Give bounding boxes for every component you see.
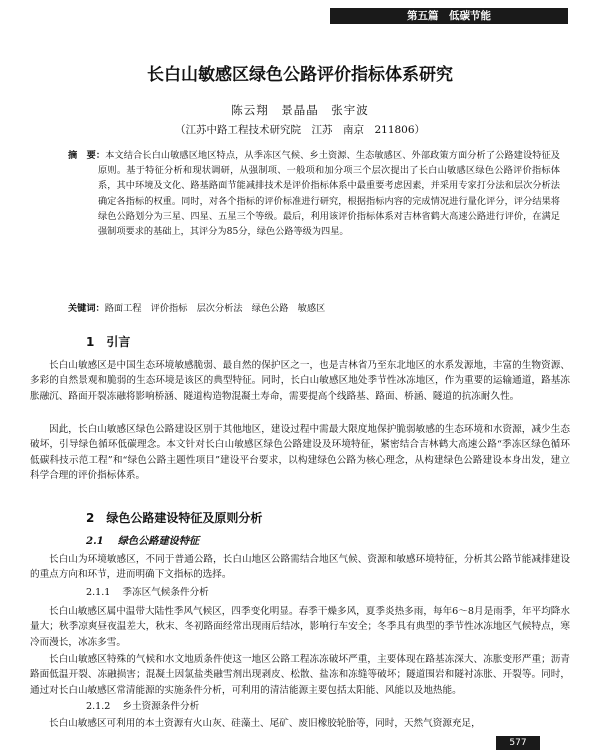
section-heading-1 [86, 334, 130, 350]
resource-paragraph-1: 长白山敏感区可利用的本土资源有火山灰、硅藻土、尾矿、废旧橡胶轮胎等，同时，天然气资源充足， [49, 718, 481, 729]
keywords-label: 关键词： [68, 303, 105, 314]
section-title: 绿色公路建设特征及原则分析 [106, 511, 263, 525]
intro-paragraph-1: 长白山敏感区是中国生态环境敏感脆弱、最自然的保护区之一，也是吉林省乃至东北地区的水系发源地，丰富的生物资源、多彩的自然景观和脆弱的生态环境是该区的典型特征。同时，长白山敏感区地处季节性冰冻地区，作为重要的运输通道，路基冻胀融沉、路面开裂冻融将影响桥涵、隧道构造物混凝土寿命，需要提高个线路基、路面、桥涵、隧道的抗冻耐久性。 [30, 360, 570, 402]
subsection-2-1-paragraph: 长白山为环境敏感区，不同于普通公路，长白山地区公路需结合地区气候、资源和敏感环境特征，分析其公路节能减排建设的重点方向和环节，进而明确下文指标的选择。 [30, 554, 570, 581]
section-heading-2 [86, 510, 262, 526]
subsection-heading-2-1 [86, 534, 199, 548]
intro-paragraph-2: 因此，长白山敏感区绿色公路建设区别于其他地区，建设过程中需最大限度地保护脆弱敏感的生态环境和水资源，减少生态破坏，引导绿色循环低碳理念。本文针对长白山敏感区绿色公路建设及环境特征，紧密结合吉林鹤大高速公路“季冻区绿色循环低碳科技示范工程”和“绿色公路主题性项目”建设平台要求，以构建绿色公路为核心理念，从构建绿色公路建设本身出发，建立科学合理的评价指标体系。 [30, 424, 570, 482]
keywords-text: 路面工程 评价指标 层次分析法 绿色公路 敏感区 [104, 303, 326, 314]
abstract-block [68, 148, 560, 239]
abstract-label: 摘 要： [68, 150, 106, 161]
subsection-number: 2.1 [86, 535, 104, 547]
running-header [330, 8, 568, 24]
page-number: 577 [496, 736, 540, 750]
subsubsection-heading-2-1-1 [86, 586, 209, 600]
running-header-text: 第五篇 低碳节能 [407, 10, 491, 22]
subsubsection-title: 季冻区气候条件分析 [122, 587, 209, 598]
section-title: 引言 [106, 335, 131, 349]
subsection-title: 绿色公路建设特征 [117, 535, 200, 547]
climate-paragraph-1: 长白山敏感区属中温带大陆性季风气候区，四季变化明显。春季干燥多风，夏季炎热多雨，每年6～8月是雨季，年平均降水量大；秋季凉爽昼夜温差大，秋末、冬初路面经常出现雨后结冰，影响行车安全；冬季具有典型的季节性冰冻地区气候特点，寒冷而漫长，冰冻多雪。 [30, 606, 570, 648]
subsubsection-heading-2-1-2 [86, 700, 199, 714]
paper-authors: 陈云翔 景晶晶 张宇波 [231, 103, 369, 117]
subsubsection-number: 2.1.2 [86, 701, 111, 712]
subsubsection-title: 乡土资源条件分析 [122, 701, 200, 712]
paper-title: 长白山敏感区绿色公路评价指标体系研究 [147, 65, 453, 85]
abstract-text: 本文结合长白山敏感区地区特点，从季冻区气候、乡土资源、生态敏感区、外部政策方面分析了公路建设特征及原则。基于特征分析和现状调研，从强制项、一般项和加分项三个层次提出了长白山敏感区绿色公路评价指标体系，其中环境及文化、路基路面节能减排技术是评价指标体系中最重要考虑因素，并采用专家打分法和层次分析法确定各指标的权重。同时，对各个指标的评价标准进行研究，根据指标内容的完成情况进行量化评分，评分结果将绿色公路划分为三星、四星、五星三个等级。最后，利用该评价指标体系对吉林省鹤大高速公路进行评价，在满足强制项要求的基础上，其评分为85分，绿色公路等级为四星。 [98, 150, 560, 238]
paper-affiliation: （江苏中路工程技术研究院 江苏 南京 211806） [174, 124, 426, 136]
keywords-block [68, 302, 560, 316]
abstract-paragraph [68, 148, 560, 239]
section-number: 2 [86, 511, 95, 525]
section-number: 1 [86, 335, 95, 349]
subsubsection-number: 2.1.1 [86, 587, 111, 598]
climate-paragraph-2: 长白山敏感区特殊的气候和水文地质条件使这一地区公路工程冻冻破坏严重，主要体现在路基冻深大、冻胀变形严重；沥青路面低温开裂、冻融损害；混凝土因氯盐类融雪剂出现剥皮、松散、盐冻和冻缝等破坏；隧道围岩和隧衬冻胀、开裂等。同时，通过对长白山敏感区常清能源的实施条件分析，可利用的清洁能源主要包括太阳能、风能以及地热能。 [30, 654, 570, 696]
